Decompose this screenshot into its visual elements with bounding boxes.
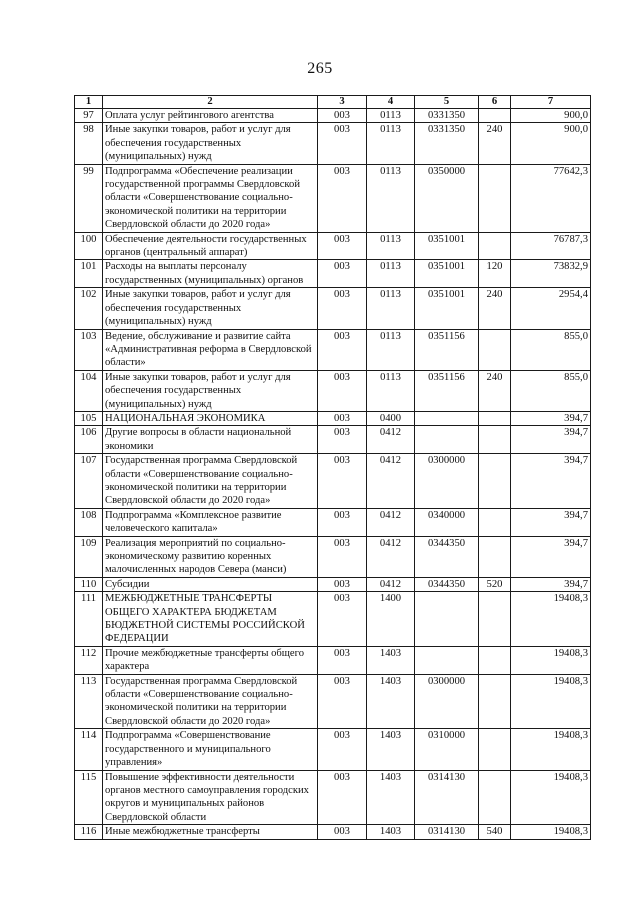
- code-col4-cell: 1403: [367, 674, 415, 729]
- code-col6-cell: 240: [479, 370, 511, 411]
- item-name-cell: Подпрограмма «Совершенствование государственного и муниципального управления»: [103, 729, 318, 770]
- code-col3-cell: 003: [318, 370, 367, 411]
- amount-cell: 855,0: [511, 329, 591, 370]
- code-col6-cell: [479, 536, 511, 577]
- code-col4-cell: 0412: [367, 577, 415, 591]
- row-number-cell: 110: [75, 577, 103, 591]
- code-col4-cell: 0113: [367, 164, 415, 232]
- header-cell: 5: [415, 96, 479, 109]
- amount-cell: 2954,4: [511, 288, 591, 329]
- amount-cell: 900,0: [511, 123, 591, 164]
- code-col5-cell: 0310000: [415, 729, 479, 770]
- table-row: [75, 288, 591, 329]
- code-col3-cell: 003: [318, 674, 367, 729]
- code-col3-cell: 003: [318, 260, 367, 288]
- code-col3-cell: 003: [318, 577, 367, 591]
- amount-cell: 73832,9: [511, 260, 591, 288]
- table-row: [75, 508, 591, 536]
- code-col3-cell: 003: [318, 411, 367, 425]
- header-cell: 4: [367, 96, 415, 109]
- code-col5-cell: 0351001: [415, 260, 479, 288]
- item-name-cell: Прочие межбюджетные трансферты общего характера: [103, 646, 318, 674]
- code-col6-cell: 240: [479, 123, 511, 164]
- code-col6-cell: [479, 729, 511, 770]
- table-row: [75, 592, 591, 647]
- amount-cell: 19408,3: [511, 674, 591, 729]
- table-row: [75, 536, 591, 577]
- code-col5-cell: 0314130: [415, 770, 479, 825]
- code-col5-cell: 0344350: [415, 577, 479, 591]
- item-name-cell: Другие вопросы в области национальной экономики: [103, 426, 318, 454]
- amount-cell: 76787,3: [511, 232, 591, 260]
- code-col6-cell: [479, 411, 511, 425]
- item-name-cell: Иные закупки товаров, работ и услуг для обеспечения государственных (муниципальных) нужд: [103, 123, 318, 164]
- code-col3-cell: 003: [318, 123, 367, 164]
- row-number-cell: 103: [75, 329, 103, 370]
- amount-cell: 19408,3: [511, 729, 591, 770]
- code-col3-cell: 003: [318, 232, 367, 260]
- amount-cell: 394,7: [511, 536, 591, 577]
- code-col5-cell: 0300000: [415, 674, 479, 729]
- amount-cell: 394,7: [511, 577, 591, 591]
- header-cell: 3: [318, 96, 367, 109]
- item-name-cell: Государственная программа Свердловской области «Совершенствование социально-экономической политики на территории Свердловской области до 2020 года»: [103, 454, 318, 509]
- code-col6-cell: [479, 164, 511, 232]
- header-cell: 6: [479, 96, 511, 109]
- amount-cell: 394,7: [511, 454, 591, 509]
- amount-cell: 19408,3: [511, 825, 591, 839]
- code-col4-cell: 0113: [367, 232, 415, 260]
- page-number: 265: [307, 60, 333, 77]
- table-row: [75, 770, 591, 825]
- amount-cell: 394,7: [511, 508, 591, 536]
- row-number-cell: 109: [75, 536, 103, 577]
- item-name-cell: Оплата услуг рейтингового агентства: [103, 109, 318, 123]
- code-col3-cell: 003: [318, 825, 367, 839]
- code-col5-cell: [415, 411, 479, 425]
- code-col3-cell: 003: [318, 508, 367, 536]
- table-row: [75, 370, 591, 411]
- table-body: [75, 109, 591, 840]
- amount-cell: 855,0: [511, 370, 591, 411]
- code-col4-cell: 1403: [367, 729, 415, 770]
- code-col4-cell: 0412: [367, 508, 415, 536]
- item-name-cell: Реализация мероприятий по социально-экономическому развитию коренных малочисленных народов Севера (манси): [103, 536, 318, 577]
- code-col6-cell: [479, 770, 511, 825]
- code-col3-cell: 003: [318, 109, 367, 123]
- code-col5-cell: 0340000: [415, 508, 479, 536]
- amount-cell: 394,7: [511, 411, 591, 425]
- item-name-cell: НАЦИОНАЛЬНАЯ ЭКОНОМИКА: [103, 411, 318, 425]
- amount-cell: 19408,3: [511, 592, 591, 647]
- item-name-cell: Иные межбюджетные трансферты: [103, 825, 318, 839]
- code-col3-cell: 003: [318, 536, 367, 577]
- table-row: [75, 109, 591, 123]
- code-col5-cell: 0350000: [415, 164, 479, 232]
- code-col4-cell: 1403: [367, 770, 415, 825]
- item-name-cell: МЕЖБЮДЖЕТНЫЕ ТРАНСФЕРТЫ ОБЩЕГО ХАРАКТЕРА БЮДЖЕТАМ БЮДЖЕТНОЙ СИСТЕМЫ РОССИЙСКОЙ ФЕДЕРАЦИИ: [103, 592, 318, 647]
- table-row: [75, 426, 591, 454]
- table-row: [75, 825, 591, 839]
- code-col4-cell: 0113: [367, 288, 415, 329]
- amount-cell: 19408,3: [511, 770, 591, 825]
- item-name-cell: Ведение, обслуживание и развитие сайта «Административная реформа в Свердловской области»: [103, 329, 318, 370]
- code-col6-cell: 240: [479, 288, 511, 329]
- code-col6-cell: [479, 646, 511, 674]
- item-name-cell: Повышение эффективности деятельности органов местного самоуправления городских округов и муниципальных районов Свердловской области: [103, 770, 318, 825]
- table-row: [75, 577, 591, 591]
- code-col4-cell: 0412: [367, 536, 415, 577]
- table-row: [75, 123, 591, 164]
- row-number-cell: 111: [75, 592, 103, 647]
- item-name-cell: Расходы на выплаты персоналу государственных (муниципальных) органов: [103, 260, 318, 288]
- code-col6-cell: [479, 232, 511, 260]
- table-row: [75, 454, 591, 509]
- item-name-cell: Подпрограмма «Обеспечение реализации государственной программы Свердловской области «Совершенствование социально-экономической политики на территории Свердловской области до 2020 года»: [103, 164, 318, 232]
- table-header-row: [75, 96, 591, 109]
- code-col3-cell: 003: [318, 288, 367, 329]
- row-number-cell: 114: [75, 729, 103, 770]
- code-col6-cell: [479, 454, 511, 509]
- code-col3-cell: 003: [318, 329, 367, 370]
- table-row: [75, 260, 591, 288]
- row-number-cell: 100: [75, 232, 103, 260]
- code-col6-cell: 520: [479, 577, 511, 591]
- code-col5-cell: 0314130: [415, 825, 479, 839]
- table-row: [75, 674, 591, 729]
- header-cell: 1: [75, 96, 103, 109]
- code-col4-cell: 0113: [367, 370, 415, 411]
- amount-cell: 394,7: [511, 426, 591, 454]
- row-number-cell: 98: [75, 123, 103, 164]
- code-col3-cell: 003: [318, 454, 367, 509]
- amount-cell: 19408,3: [511, 646, 591, 674]
- code-col5-cell: [415, 592, 479, 647]
- row-number-cell: 116: [75, 825, 103, 839]
- code-col4-cell: 0412: [367, 426, 415, 454]
- code-col6-cell: [479, 329, 511, 370]
- code-col4-cell: 0400: [367, 411, 415, 425]
- code-col3-cell: 003: [318, 164, 367, 232]
- code-col3-cell: 003: [318, 770, 367, 825]
- code-col3-cell: 003: [318, 592, 367, 647]
- row-number-cell: 108: [75, 508, 103, 536]
- code-col6-cell: [479, 674, 511, 729]
- code-col5-cell: 0351156: [415, 329, 479, 370]
- code-col5-cell: 0351001: [415, 288, 479, 329]
- code-col4-cell: 0113: [367, 329, 415, 370]
- table-row: [75, 232, 591, 260]
- budget-table: [74, 95, 591, 840]
- code-col4-cell: 1403: [367, 646, 415, 674]
- row-number-cell: 99: [75, 164, 103, 232]
- table-row: [75, 164, 591, 232]
- header-cell: 7: [511, 96, 591, 109]
- table-row: [75, 729, 591, 770]
- code-col4-cell: 0113: [367, 109, 415, 123]
- code-col6-cell: [479, 508, 511, 536]
- code-col4-cell: 0412: [367, 454, 415, 509]
- code-col6-cell: [479, 426, 511, 454]
- row-number-cell: 107: [75, 454, 103, 509]
- code-col4-cell: 0113: [367, 260, 415, 288]
- item-name-cell: Подпрограмма «Комплексное развитие человеческого капитала»: [103, 508, 318, 536]
- row-number-cell: 106: [75, 426, 103, 454]
- row-number-cell: 101: [75, 260, 103, 288]
- row-number-cell: 104: [75, 370, 103, 411]
- code-col6-cell: [479, 592, 511, 647]
- table-row: [75, 329, 591, 370]
- code-col6-cell: 540: [479, 825, 511, 839]
- row-number-cell: 105: [75, 411, 103, 425]
- item-name-cell: Иные закупки товаров, работ и услуг для обеспечения государственных (муниципальных) нужд: [103, 288, 318, 329]
- code-col5-cell: 0331350: [415, 109, 479, 123]
- code-col5-cell: [415, 426, 479, 454]
- amount-cell: 77642,3: [511, 164, 591, 232]
- code-col5-cell: 0331350: [415, 123, 479, 164]
- code-col3-cell: 003: [318, 426, 367, 454]
- row-number-cell: 113: [75, 674, 103, 729]
- code-col5-cell: 0351001: [415, 232, 479, 260]
- code-col5-cell: 0300000: [415, 454, 479, 509]
- code-col6-cell: [479, 109, 511, 123]
- code-col6-cell: 120: [479, 260, 511, 288]
- code-col5-cell: [415, 646, 479, 674]
- table-row: [75, 646, 591, 674]
- code-col4-cell: 0113: [367, 123, 415, 164]
- code-col4-cell: 1403: [367, 825, 415, 839]
- row-number-cell: 97: [75, 109, 103, 123]
- header-cell: 2: [103, 96, 318, 109]
- code-col3-cell: 003: [318, 729, 367, 770]
- amount-cell: 900,0: [511, 109, 591, 123]
- row-number-cell: 112: [75, 646, 103, 674]
- item-name-cell: Субсидии: [103, 577, 318, 591]
- row-number-cell: 115: [75, 770, 103, 825]
- code-col5-cell: 0351156: [415, 370, 479, 411]
- code-col5-cell: 0344350: [415, 536, 479, 577]
- item-name-cell: Обеспечение деятельности государственных органов (центральный аппарат): [103, 232, 318, 260]
- item-name-cell: Государственная программа Свердловской области «Совершенствование социально-экономической политики на территории Свердловской области до 2020 года»: [103, 674, 318, 729]
- code-col3-cell: 003: [318, 646, 367, 674]
- item-name-cell: Иные закупки товаров, работ и услуг для обеспечения государственных (муниципальных) нужд: [103, 370, 318, 411]
- code-col4-cell: 1400: [367, 592, 415, 647]
- table-row: [75, 411, 591, 425]
- row-number-cell: 102: [75, 288, 103, 329]
